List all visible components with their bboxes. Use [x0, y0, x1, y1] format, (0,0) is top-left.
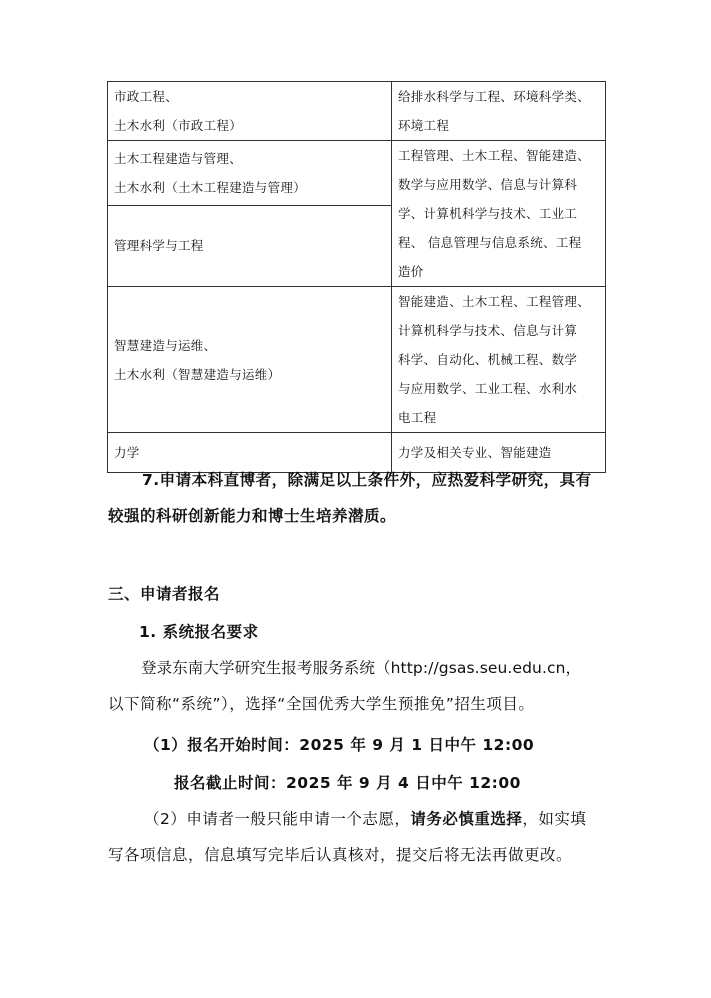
- table-cell-major: [108, 82, 392, 141]
- table-row: [108, 82, 606, 141]
- cell-line: 科学、自动化、机械工程、数学: [398, 352, 578, 367]
- paragraph-line: 登录东南大学研究生报考服务系统（http://gsas.seu.edu.cn，: [141, 659, 582, 677]
- heading-text: 1. 系统报名要求: [139, 623, 259, 641]
- cell-line: 力学: [114, 445, 140, 460]
- start-time: （1）报名开始时间：2025 年 9 月 1 日中午 12:00: [144, 736, 535, 754]
- item-7-paragraph: [108, 462, 608, 534]
- note-text: （2）申请者一般只能申请一个志愿，: [144, 810, 411, 828]
- cell-line: 与应用数学、工业工程、水利水: [398, 381, 578, 396]
- note-text: ，如实填: [522, 810, 587, 828]
- table-row: [108, 141, 606, 206]
- registration-time: [108, 727, 608, 801]
- cell-line: 土木水利（智慧建造与运维）: [114, 366, 281, 382]
- cell-line: 电工程: [398, 410, 437, 425]
- table-cell-related: [392, 287, 606, 433]
- section-3-heading: [108, 576, 608, 612]
- cell-line: 智能建造、土木工程、工程管理、: [398, 294, 591, 309]
- cell-line: 程、 信息管理与信息系统、工程: [398, 235, 582, 250]
- cell-line: 工程管理、土木工程、智能建造、: [398, 148, 591, 163]
- end-time: 报名截止时间：2025 年 9 月 4 日中午 12:00: [174, 774, 521, 792]
- note-2-paragraph: [108, 801, 608, 873]
- cell-line: 市政工程、: [114, 89, 179, 104]
- paragraph-line: 较强的科研创新能力和博士生培养潜质。: [108, 507, 397, 525]
- cell-line: 智慧建造与运维、: [114, 337, 217, 353]
- subsection-1-heading: [108, 614, 608, 650]
- cell-line: 土木水利（土木工程建造与管理）: [114, 179, 307, 195]
- table-cell-related: [392, 82, 606, 141]
- majors-table: [107, 81, 606, 473]
- cell-line: 力学及相关专业、智能建造: [398, 445, 552, 460]
- cell-line: 环境工程: [398, 118, 450, 133]
- cell-line: 给排水科学与工程、环境科学类、: [398, 89, 591, 104]
- cell-line: 计算机科学与技术、信息与计算: [398, 323, 578, 338]
- cell-line: 土木工程建造与管理、: [114, 150, 243, 166]
- table-cell-major: [108, 141, 392, 206]
- table-cell-major: [108, 205, 392, 286]
- paragraph-line: [108, 801, 608, 837]
- cell-line: 土木水利（市政工程）: [114, 118, 243, 133]
- cell-line: 造价: [398, 264, 424, 279]
- cell-line: 数学与应用数学、信息与计算科: [398, 177, 578, 192]
- heading-text: 三、申请者报名: [108, 585, 221, 603]
- paragraph-line: 写各项信息，信息填写完毕后认真核对，提交后将无法再做更改。: [108, 846, 573, 864]
- cell-line: 管理科学与工程: [114, 238, 204, 254]
- login-paragraph: [108, 650, 608, 722]
- table-cell-major: [108, 287, 392, 433]
- cell-line: 学、计算机科学与技术、工业工: [398, 206, 578, 221]
- table-cell-related: [392, 141, 606, 287]
- paragraph-line: 7.申请本科直博者，除满足以上条件外，应热爱科学研究，具有: [142, 471, 592, 489]
- emphasis-text: 请务必慎重选择: [410, 810, 523, 828]
- table-row: [108, 287, 606, 433]
- paragraph-line: 以下简称“系统”），选择“全国优秀大学生预推免”招生项目。: [108, 695, 535, 713]
